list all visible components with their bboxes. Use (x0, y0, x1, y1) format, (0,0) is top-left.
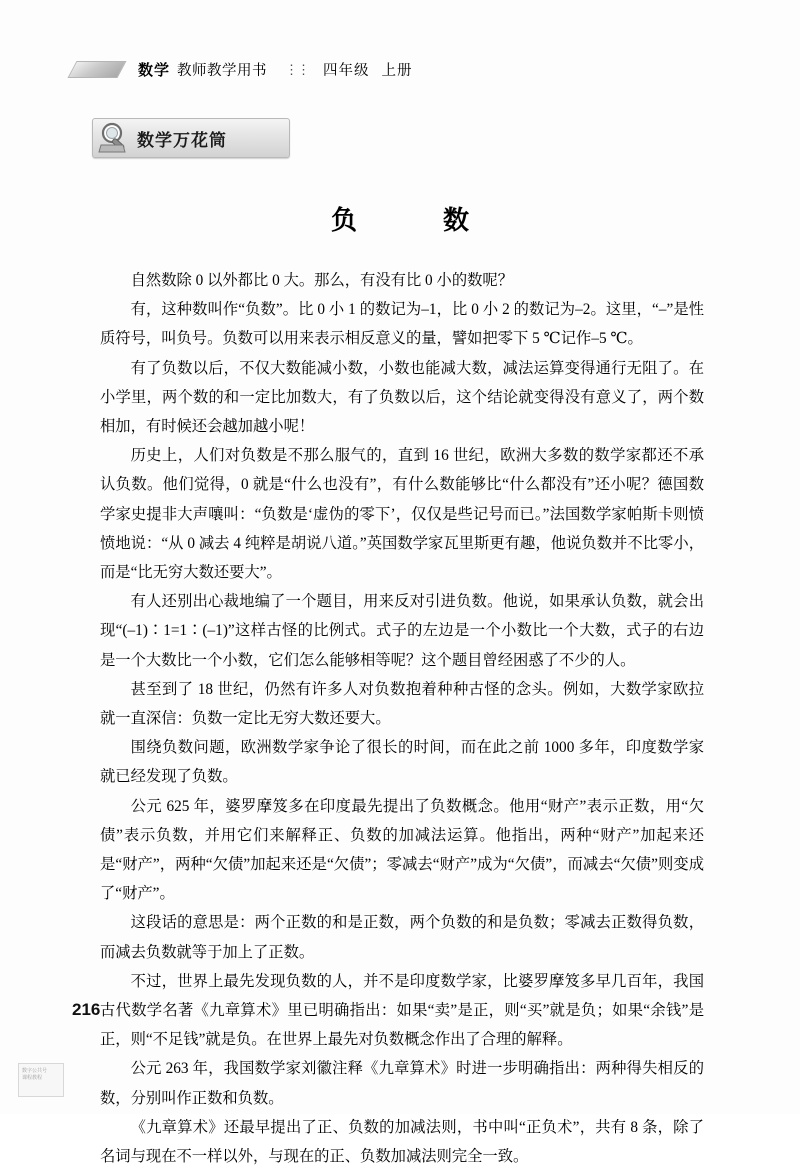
paragraph: 自然数除 0 以外都比 0 大。那么，有没有比 0 小的数呢？ (130, 272, 514, 289)
header-separator-icon: ⋮⋮ (285, 61, 310, 77)
corner-watermark (18, 1063, 64, 1097)
running-header (72, 52, 732, 86)
paragraph: 有人还别出心裁地编了一个题目，用来反对引进负数。他说，如果承认负数，就会出现“(–1)∶1=1∶(–1)”这样古怪的比例式。式子的左边是一个小数比一个大数，式子的右边是一个大数比一个小数，它们怎么能够相等呢？这个题目曾经困惑了不少的人。 (100, 593, 704, 669)
article-title: 负 数 (330, 205, 499, 235)
section-banner-label: 数学万花筒 (137, 130, 227, 150)
paragraph: 公元 625 年，婆罗摩笈多在印度最先提出了负数概念。他用“财产”表示正数，用“欠债”表示负数，并用它们来解释正、负数的加减法运算。他指出，两种“财产”加起来还是“财产”，两种“欠债”加起来还是“欠债”；零减去“财产”成为“欠债”，而减去“欠债”则变成了“财产”。 (100, 797, 704, 903)
header-volume: 上册 (381, 62, 413, 79)
header-title: 教师教学用书 (177, 62, 268, 79)
paragraph: 历史上，人们对负数是不那么服气的，直到 16 世纪，欧洲大多数的数学家都还不承认负数。他们觉得，0 就是“什么也没有”，有什么数能够比“什么都没有”还小呢？德国数学家史提非大声嚷叫：“负数是‘虚伪的零下’，仅仅是些记号而已。”法国数学家帕斯卡则愤愤地说：“从 0 减去 4 纯粹是胡说八道。”英国数学家瓦里斯更有趣，他说负数并不比零小，而是“比无穷大数还要大”。 (100, 447, 704, 582)
header-subject: 数学 (138, 61, 171, 79)
header-grade: 四年级 (323, 62, 370, 79)
paragraph: 围绕负数问题，欧洲数学家争论了很长的时间，而在此之前 1000 多年，印度数学家就已经发现了负数。 (100, 739, 704, 786)
header-decoration-shape (67, 61, 126, 78)
watermark-line-2: 课程教程 (22, 1075, 43, 1081)
magnifier-icon (93, 119, 137, 157)
paragraph: 《九章算术》还最早提出了正、负数的加减法则，书中叫“正负术”，共有 8 条，除了名词与现在不一样以外，与现在的正、负数加减法则完全一致。 (100, 1118, 704, 1166)
paragraph: 甚至到了 18 世纪，仍然有许多人对负数抱着种种古怪的念头。例如，大数学家欧拉就一直深信：负数一定比无穷大数还要大。 (100, 680, 704, 728)
paragraph: 这段话的意思是：两个正数的和是正数，两个负数的和是负数；零减去正数得负数，而减去负数就等于加上了正数。 (100, 914, 704, 961)
paragraph: 有了负数以后，不仅大数能减小数，小数也能减大数，减法运算变得通行无阻了。在小学里，两个数的和一定比加数大，有了负数以后，这个结论就变得没有意义了，两个数相加，有时候还会越加越小呢！ (100, 359, 704, 436)
watermark-line-1: 数字公共号 (22, 1068, 48, 1074)
section-banner (92, 118, 290, 158)
paragraph: 不过，世界上最先发现负数的人，并不是印度数学家，比婆罗摩笈多早几百年，我国古代数学名著《九章算术》里已明确指出：如果“卖”是正，则“买”就是负；如果“余钱”是正，则“不足钱”就是负。在世界上最先对负数概念作出了合理的解释。 (100, 972, 704, 1049)
paragraph: 公元 263 年，我国数学家刘徽注释《九章算术》时进一步明确指出：两种得失相反的数，分别叫作正数和负数。 (100, 1060, 704, 1107)
article-body (100, 266, 704, 1171)
paragraph: 有，这种数叫作“负数”。比 0 小 1 的数记为–1，比 0 小 2 的数记为–2。这里，“–”是性质符号，叫负号。负数可以用来表示相反意义的量，譬如把零下 5 ℃记作–5 ℃。 (100, 301, 704, 348)
page-number: 216 (72, 1000, 101, 1019)
